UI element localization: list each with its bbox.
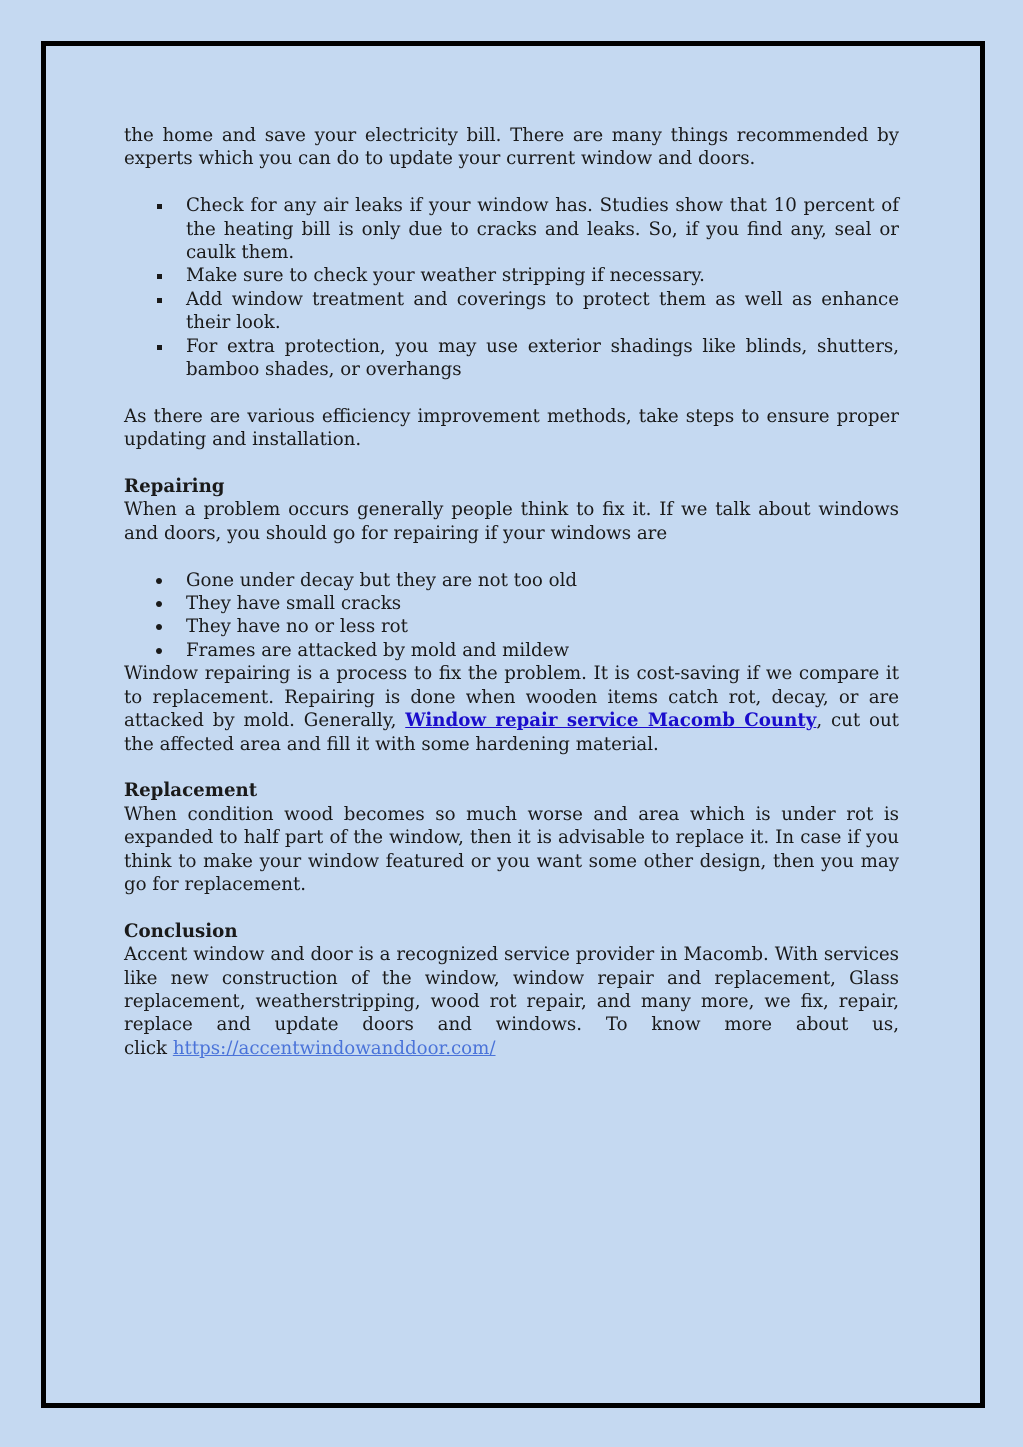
list-item: Add window treatment and coverings to protect them as well as enhance their look. <box>124 288 899 335</box>
conclusion-heading: Conclusion <box>124 920 238 942</box>
spacer <box>124 171 899 194</box>
list-item: Frames are attacked by mold and mildew <box>124 639 899 662</box>
list-item: Gone under decay but they are not too old <box>124 569 899 592</box>
conclusion-body: Accent window and door is a recognized service provider in Macomb. With services like new construction of the window, window repair and replacement, Glass replacement, weatherstripping, wood rot repair, and many more, we fix, repair, replace and update doors and windows. To know more about us, <box>124 944 899 1036</box>
list-item: For extra protection, you may use exterior shadings like blinds, shutters, bamboo shades, or overhangs <box>124 335 899 382</box>
repairing-body-text-end: , cut out the affected area and fill it with some hardening material. <box>124 710 899 755</box>
window-repair-service-link[interactable]: Window repair service Macomb County <box>405 710 817 732</box>
repairing-heading: Repairing <box>124 476 225 498</box>
spacer <box>124 756 899 779</box>
list-item: Check for any air leaks if your window has. Studies show that 10 percent of the heating bill is only due to cracks and leaks. So, if you find any, seal or caulk them. <box>124 194 899 264</box>
repairing-intro: When a problem occurs generally people think to fix it. If we talk about windows and doors, you should go for repairing if your windows are <box>124 499 899 544</box>
tips-list <box>124 194 899 381</box>
spacer <box>124 545 899 568</box>
spacer <box>124 896 899 919</box>
list-item: They have small cracks <box>124 592 899 615</box>
conclusion-link-line <box>124 1037 899 1060</box>
spacer <box>124 452 899 475</box>
website-link[interactable]: https://accentwindowanddoor.com/ <box>172 1037 496 1059</box>
intro-paragraph: the home and save your electricity bill. There are many things recommended by experts which you can do to update your current window and doors. <box>124 125 899 170</box>
click-label: click <box>124 1037 168 1059</box>
replacement-heading: Replacement <box>124 780 258 802</box>
replacement-body: When condition wood becomes so much worse and area which is under rot is expanded to half part of the window, then it is advisable to replace it. In case if you think to make your window featured or you want some other design, then you may go for replacement. <box>124 803 899 895</box>
repairing-body-text: Window repairing is a process to fix the problem. It is cost-saving if we compare it to replacement. Repairing is done when wooden items catch rot, decay, or are attacked by mold. Generally, <box>124 663 899 732</box>
repairing-body <box>124 662 899 756</box>
document-body <box>124 124 899 1060</box>
repair-conditions-list <box>124 569 899 663</box>
list-item: Make sure to check your weather stripping if necessary. <box>124 264 899 287</box>
efficiency-paragraph: As there are various efficiency improvement methods, take steps to ensure proper updating and installation. <box>124 405 899 451</box>
list-item: They have no or less rot <box>124 615 899 638</box>
spacer <box>124 381 899 404</box>
